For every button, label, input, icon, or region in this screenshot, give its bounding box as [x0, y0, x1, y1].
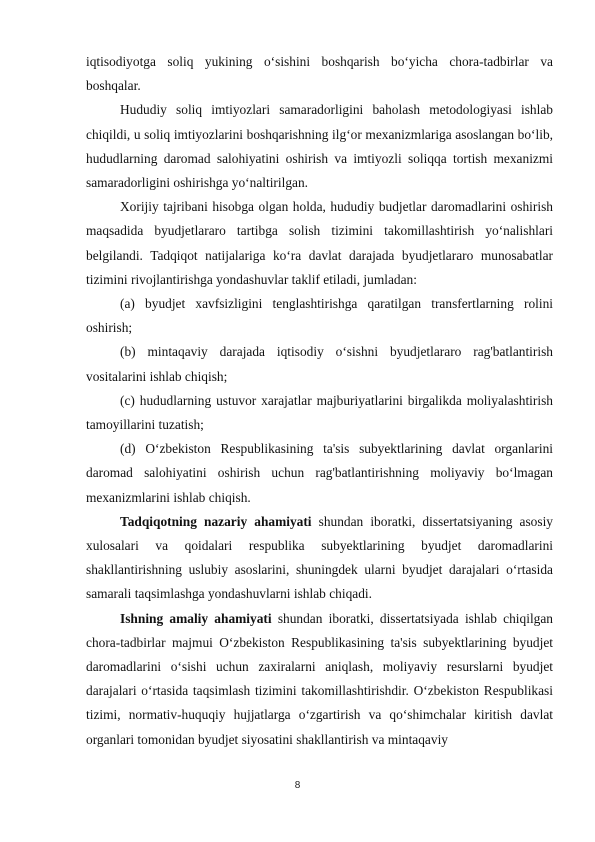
list-item-b: (b) mintaqaviy darajada iqtisodiy o‘sishni byudjetlararo rag'batlantirish vositalarini ishlab chiqish; — [86, 344, 553, 384]
list-item-a: (a) byudjet xavfsizligini tenglashtirishga qaratilgan transfertlarning rolini oshirish; — [86, 296, 553, 336]
paragraph-continuation: iqtisodiyotga soliq yukining o‘sishini boshqarish bo‘yicha chora-tadbirlar va boshqalar. — [86, 54, 553, 94]
practical-significance-text: shundan iboratki, dissertatsiyada ishlab chiqilgan chora-tadbirlar majmui O‘zbekiston Respublikasining ta'sis subyektlarining byudjet daromadlarini o‘sishi uchun zaxiralarni aniqlash, moliyaviy resurslarni byudjet darajalari o‘rtasida taqsimlash tizimini takomillashtirishdir. O‘zbekiston Respublikasi tizimi, normativ-huquqiy hujjatlarga o‘zgartirish va qo‘shimchalar kiritish davlat organlari tomonidan byudjet siyosatini shakllantirish va mintaqaviy — [86, 610, 553, 747]
document-body — [86, 50, 553, 752]
list-item-c: (c) hududlarning ustuvor xarajatlar majburiyatlarini birgalikda moliyalashtirish tamoyillarini tuzatish; — [86, 392, 553, 433]
paragraph-theoretical-significance — [86, 510, 553, 607]
practical-significance-heading: Ishning amaliy ahamiyati — [120, 610, 272, 626]
list-item-d: (d) O‘zbekiston Respublikasining ta'sis subyektlarining davlat organlarini daromad salohiyatini oshirish uchun rag'batlantirishning moliyaviy bo‘lmagan mexanizmlarini ishlab chiqish. — [86, 441, 553, 505]
paragraph-foreign-experience: Xorijiy tajribani hisobga olgan holda, hududiy budjetlar daromadlarini oshirish maqsadida byudjetlararo tartibga solish tizimini takomillashtirish yo‘nalishlari belgilandi. Tadqiqot natijalariga ko‘ra davlat darajada byudjetlararo munosabatlar tizimini rivojlantirishga yondashuvlar taklif etiladi, jumladan: — [86, 199, 553, 287]
paragraph-methodology: Hududiy soliq imtiyozlari samaradorligini baholash metodologiyasi ishlab chiqildi, u soliq imtiyozlarini boshqarishning ilg‘or mexanizmlariga asoslangan bo‘lib, hududlarning daromad salohiyatini oshirish va imtiyozli soliqqa tortish mexanizmi samaradorligini oshirishga yo‘naltirilgan. — [86, 102, 553, 191]
theoretical-significance-text: shundan iboratki, dissertatsiyaning asosiy xulosalari va qoidalari respublika subyektlarining byudjet daromadlarini shakllantirishning uslubiy asoslarini, shuningdek ularni byudjet darajalari o‘rtasida samarali taqsimlashga yondashuvlarni ishlab chiqadi. — [86, 513, 553, 602]
paragraph-practical-significance — [86, 607, 553, 752]
page-number: 8 — [294, 780, 301, 791]
theoretical-significance-heading: Tadqiqotning nazariy ahamiyati — [120, 513, 312, 529]
